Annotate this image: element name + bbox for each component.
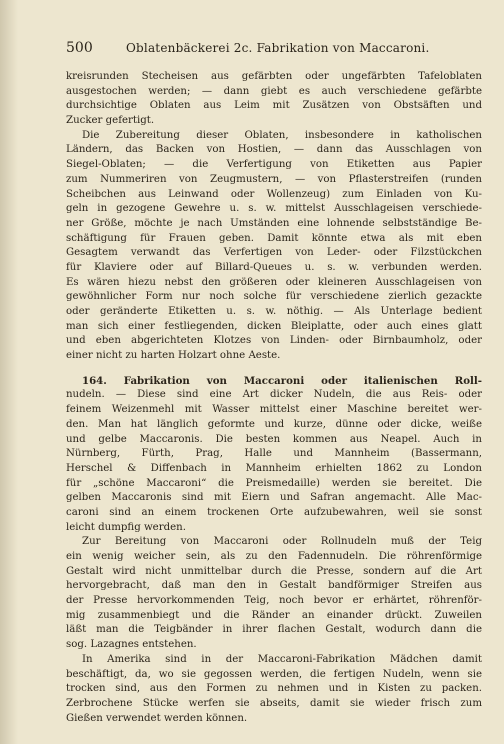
text-line: gewöhnlicher Form nur noch solche für verschiedene zierlich gezackte <box>66 291 482 303</box>
text-line: man sich einer festliegenden, dicken Bleiplatte, oder auch eines glatt <box>66 320 482 332</box>
text-line: Gießen verwendet werden können. <box>66 712 248 724</box>
text-line: Nürnberg, Fürth, Prag, Halle und Mannheim (Bassermann, <box>66 448 482 460</box>
page-number: 500 <box>66 40 93 56</box>
text-line: hervorgebracht, daß man den in Gestalt bandförmiger Streifen aus <box>66 580 482 592</box>
section-heading: 164. Fabrikation von Maccaroni oder italienischen Roll- <box>82 374 482 387</box>
page-edge-shadow <box>0 0 18 744</box>
text-line: Die Zubereitung dieser Oblaten, insbesondere in katholischen <box>82 129 482 141</box>
text-line: Zur Bereitung von Maccaroni oder Rollnudeln muß der Teig <box>82 536 482 548</box>
page-body <box>66 70 482 726</box>
text-line: Es wären hiezu nebst den größeren oder kleineren Ausschlageisen von <box>66 276 482 288</box>
text-line: der Presse hervorkommenden Teig, noch bevor er erhärtet, röhrenför- <box>66 595 482 607</box>
text-line: ausgestochen werden; — dann giebt es auch verschiedene gefärbte <box>66 85 482 97</box>
text-line: und eben abgerichteten Klotzes von Linden- oder Birnbaumholz, oder <box>66 335 482 347</box>
running-header <box>66 40 466 56</box>
text-line: den. Man hat länglich geformte und kurze, dünne oder dicke, weiße <box>66 418 482 430</box>
text-line: für Klaviere oder auf Billard-Queues u. s. w. verbunden werden. <box>66 261 482 273</box>
text-line: schäftigung für Frauen geben. Damit könnte etwa als mit eben <box>66 232 482 244</box>
text-line: gelben Maccaronis sind mit Eiern und Safran angemacht. Alle Mac- <box>66 492 482 504</box>
text-line: caroni sind an einem trockenen Orte aufzubewahren, weil sie sonst <box>66 506 482 518</box>
text-line: Ländern, das Backen von Hostien, — dann das Ausschlagen von <box>66 144 482 156</box>
text-line: für „schöne Maccaroni“ die Preismedaille) werden sie bereitet. Die <box>66 477 482 489</box>
running-title: Oblatenbäckerei 2c. Fabrikation von Maccaroni. <box>126 41 430 55</box>
text-line: und gelbe Maccaronis. Die besten kommen aus Neapel. Auch in <box>66 433 482 445</box>
text-line: Scheibchen aus Leinwand oder Wollenzeug) zum Einladen von Ku- <box>66 188 482 200</box>
text-line: ner Größe, möchte je nach Umständen eine lohnende selbstständige Be- <box>66 217 482 229</box>
text-line: Gestalt wird nicht unmittelbar durch die Presse, sondern auf die Art <box>66 565 482 577</box>
text-line: nudeln. — Diese sind eine Art dicker Nudeln, die aus Reis- oder <box>66 389 482 401</box>
text-line: Herschel & Diffenbach in Mannheim erhielten 1862 zu London <box>66 462 482 474</box>
text-line: mig zusammenbiegt und die Ränder an einander drückt. Zuweilen <box>66 609 482 621</box>
text-line: kreisrunden Stecheisen aus gefärbten oder ungefärbten Tafeloblaten <box>66 71 482 82</box>
text-line: oder geränderte Etiketten u. s. w. nöthig. — Als Unterlage bedient <box>66 306 482 317</box>
section-gap <box>66 364 482 374</box>
text-line: beschäftigt, da, wo sie gegossen werden, die fertigen Nudeln, wenn sie <box>66 668 482 680</box>
text-line: feinem Weizenmehl mit Wasser mittelst einer Maschine bereitet wer- <box>66 404 482 416</box>
text-line: durchsichtige Oblaten aus Leim mit Zusätzen von Obstsäften und <box>66 100 482 112</box>
text-line: Zerbrochene Stücke werfen sie abseits, damit sie wieder frisch zum <box>66 697 482 709</box>
text-line: ein wenig weicher sein, als zu den Fadennudeln. Die röhrenförmige <box>66 551 482 562</box>
text-line: geln in gezogene Gewehre u. s. w. mittelst Ausschlageisen verschiede- <box>66 203 482 215</box>
text-line: trocken sind, aus den Formen zu nehmen und in Kisten zu packen. <box>66 683 482 695</box>
text-line: zum Nummeriren von Zeugmustern, — von Pflasterstreifen (runden <box>66 173 482 185</box>
text-line: Zucker gefertigt. <box>66 115 155 127</box>
text-line: läßt man die Teigbänder in ihrer flachen Gestalt, wodurch dann die <box>66 624 482 636</box>
text-line: In Amerika sind in der Maccaroni-Fabrikation Mädchen damit <box>82 653 482 665</box>
text-line: leicht dumpfig werden. <box>66 521 186 533</box>
text-line: Siegel-Oblaten; — die Verfertigung von Etiketten aus Papier <box>66 159 482 171</box>
text-line: Gesagtem verwandt das Verfertigen von Leder- oder Filzstückchen <box>66 247 482 259</box>
text-line: sog. Lazagnes entstehen. <box>66 639 197 651</box>
text-line: einer nicht zu harten Holzart ohne Aeste. <box>66 350 281 362</box>
